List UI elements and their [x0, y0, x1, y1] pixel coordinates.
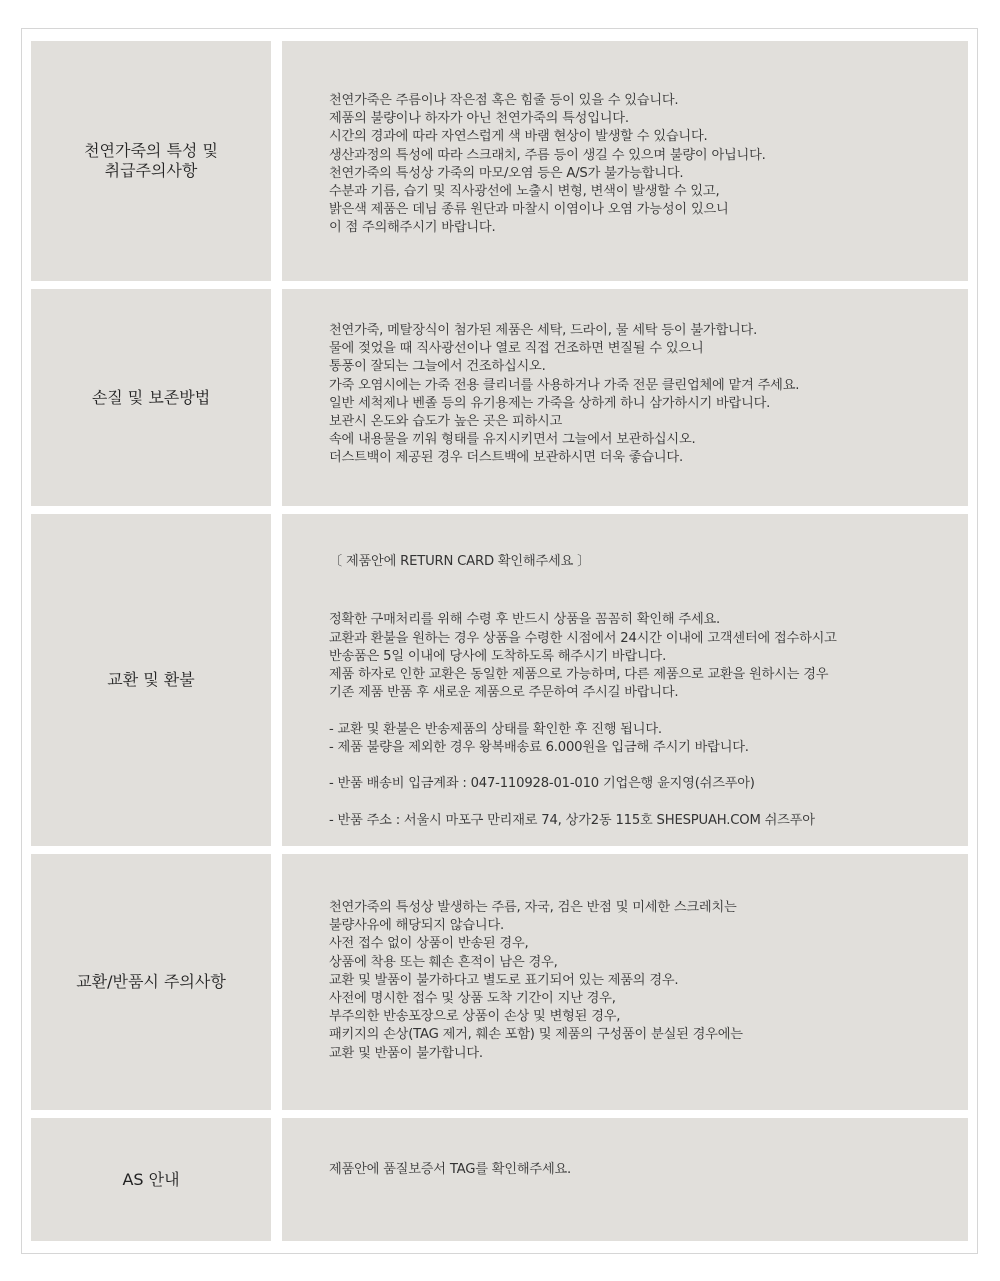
section-body: [329, 322, 958, 468]
section-label-cell: [31, 289, 271, 506]
section-content-cell: [282, 1118, 968, 1241]
body-line: 이 점 주의해주시기 바랍니다.: [329, 220, 496, 236]
section-content-cell: [282, 289, 968, 506]
body-line: 상품에 착용 또는 훼손 흔적이 남은 경우,: [329, 954, 558, 970]
body-line: 보관시 온도와 습도가 높은 곳은 피하시고: [329, 414, 563, 430]
body-line: 제품안에 품질보증서 TAG를 확인해주세요.: [329, 1162, 572, 1177]
body-line: 불량사유에 해당되지 않습니다.: [329, 918, 504, 934]
bullet-line: - 제품 불량을 제외한 경우 왕복배송료 6.000원을 입금해 주시기 바랍니다.: [329, 739, 749, 755]
section-care-storage: [31, 289, 968, 506]
body-line: 부주의한 반송포장으로 상품이 손상 및 변형된 경우,: [329, 1009, 621, 1025]
section-title: [84, 141, 218, 181]
bullet-line: - 교환 및 환불은 반송제품의 상태를 확인한 후 진행 됩니다.: [329, 721, 662, 737]
body-line: 반송품은 5일 이내에 당사에 도착하도록 해주시기 바랍니다.: [329, 648, 667, 664]
body-line: 속에 내용물을 끼워 형태를 유지시키면서 그늘에서 보관하십시오.: [329, 432, 696, 448]
body-line: 교환과 환불을 원하는 경우 상품을 수령한 시점에서 24시간 이내에 고객센터에 접수하시고: [329, 630, 837, 646]
section-leather-care: [31, 41, 968, 281]
section-title: 손질 및 보존방법: [91, 387, 211, 407]
body-line: 더스트백이 제공된 경우 더스트백에 보관하시면 더욱 좋습니다.: [329, 450, 683, 466]
body-line: 기존 제품 반품 후 새로운 제품으로 주문하여 주시길 바랍니다.: [329, 685, 679, 701]
body-line: 교환 및 반품이 불가합니다.: [329, 1045, 483, 1061]
body-line: 천연가죽의 특성상 발생하는 주름, 자국, 검은 반점 및 미세한 스크레치는: [329, 900, 737, 915]
section-title-line: 취급주의사항: [104, 161, 198, 180]
section-label-cell: [31, 1118, 271, 1241]
section-content-cell: [282, 41, 968, 281]
return-address-line: - 반품 주소 : 서울시 마포구 만리재로 74, 상가2동 115호 SHESPUAH.COM 쉬즈푸아: [329, 812, 815, 828]
body-line: 밝은색 제품은 데님 종류 원단과 마찰시 이염이나 오염 가능성이 있으니: [329, 202, 729, 218]
body-line: 가죽 오염시에는 가죽 전용 클리너를 사용하거나 가죽 전문 클린업체에 맡겨 주세요.: [329, 377, 800, 393]
body-line: 통풍이 잘되는 그늘에서 건조하십시오.: [329, 359, 546, 375]
body-line: 교환 및 발품이 불가하다고 별도로 표기되어 있는 제품의 경우.: [329, 972, 679, 988]
body-line: 패키지의 손상(TAG 제거, 훼손 포함) 및 제품의 구성품이 분실된 경우에는: [329, 1027, 743, 1043]
section-exchange-refund: [31, 514, 968, 846]
body-line: 사전 접수 없이 상품이 반송된 경우,: [329, 936, 529, 952]
body-line: 수분과 기름, 습기 및 직사광선에 노출시 변형, 변색이 발생할 수 있고,: [329, 184, 720, 200]
section-label-cell: [31, 41, 271, 281]
section-as-guide: [31, 1118, 968, 1241]
return-card-notice: 〔 제품안에 RETURN CARD 확인해주세요 〕: [329, 554, 591, 569]
body-line: 천연가죽, 메탈장식이 첨가된 제품은 세탁, 드라이, 물 세탁 등이 불가합니다.: [329, 323, 758, 338]
section-body: [329, 899, 958, 1063]
return-account-line: - 반품 배송비 입금계좌 : 047-110928-01-010 기업은행 윤지영(쉬즈푸아): [329, 776, 755, 792]
section-content-cell: [282, 854, 968, 1110]
section-body: [329, 553, 958, 830]
body-line: 시간의 경과에 따라 자연스럽게 색 바램 현상이 발생할 수 있습니다.: [329, 129, 708, 145]
section-body: [329, 92, 958, 238]
body-line: 천연가죽은 주름이나 작은점 혹은 힘줄 등이 있을 수 있습니다.: [329, 93, 679, 108]
body-line: 일반 세척제나 벤졸 등의 유기용제는 가죽을 상하게 하니 삼가하시기 바랍니다.: [329, 395, 771, 411]
section-title: 교환/반품시 주의사항: [76, 972, 226, 991]
body-line: 생산과정의 특성에 따라 스크래치, 주름 등이 생길 수 있으며 불량이 아닙니다.: [329, 147, 766, 163]
body-line: 제품 하자로 인한 교환은 동일한 제품으로 가능하며, 다른 제품으로 교환을 원하시는 경우: [329, 667, 829, 682]
body-line: 천연가죽의 특성상 가죽의 마모/오염 등은 A/S가 불가능합니다.: [329, 165, 684, 181]
section-label-cell: [31, 854, 271, 1110]
section-return-cautions: [31, 854, 968, 1110]
body-line: 물에 젖었을 때 직사광선이나 열로 직접 건조하면 변질될 수 있으니: [329, 341, 704, 357]
section-title-line: 천연가죽의 특성 및: [84, 141, 218, 160]
section-content-cell: [282, 514, 968, 846]
body-line: 사전에 명시한 접수 및 상품 도착 기간이 지난 경우,: [329, 991, 616, 1007]
body-line: 제품의 불량이나 하자가 아닌 천연가죽의 특성입니다.: [329, 111, 629, 127]
section-title: 교환 및 환불: [107, 670, 195, 689]
section-title: AS 안내: [122, 1169, 180, 1189]
body-line: 정확한 구매처리를 위해 수령 후 반드시 상품을 꼼꼼히 확인해 주세요.: [329, 612, 721, 628]
section-label-cell: [31, 514, 271, 846]
section-body: [329, 1161, 958, 1179]
